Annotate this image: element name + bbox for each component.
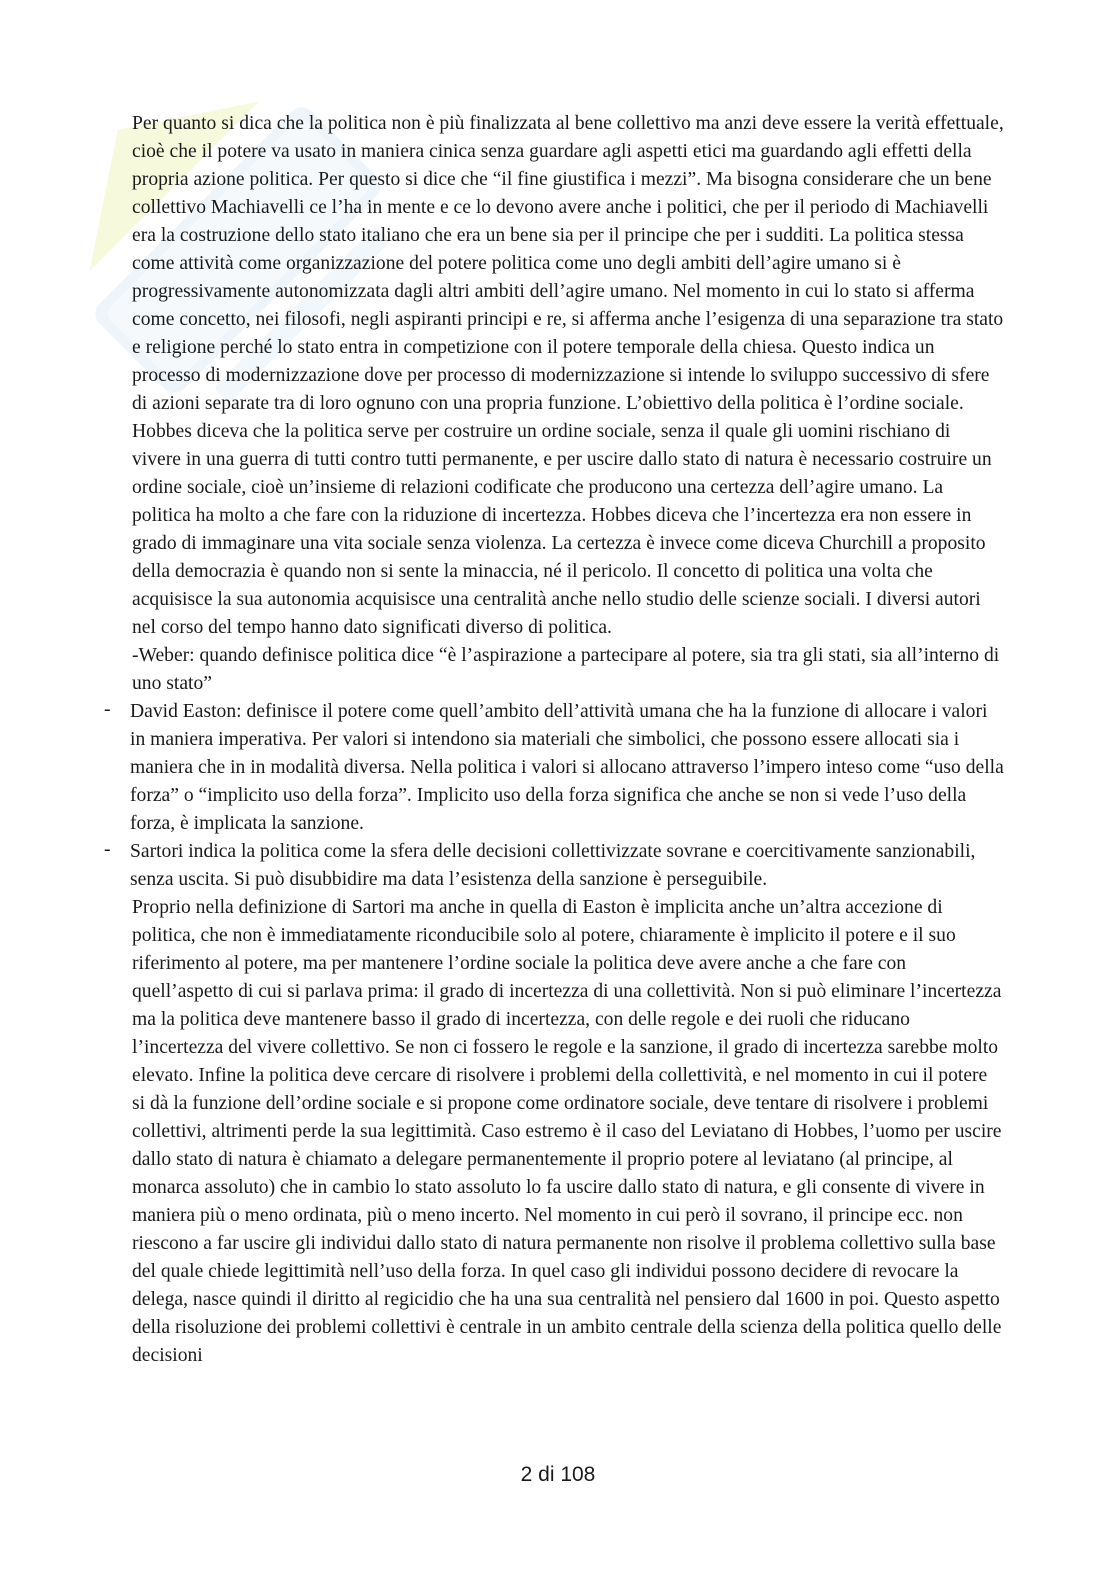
definitions-list: [104, 698, 1004, 894]
paragraph-intro: Per quanto si dica che la politica non è più finalizzata al bene collettivo ma anzi deve essere la verità effettuale, cioè che il potere va usato in maniera cinica senza guardare agli aspetti etici ma guardando agli effetti della propria azione politica. Per questo si dice che “il fine giustifica i mezzi”. Ma bisogna considerare che un bene collettivo Machiavelli ce l’ha in mente e ce lo devono avere anche i politici, che per il periodo di Machiavelli era la costruzione dello stato italiano che era un bene sia per il principe che per i sudditi. La politica stessa come attività come organizzazione del potere politica come uno degli ambiti dell’agire umano si è progressivamente autonomizzata dagli altri ambiti dell’agire umano. Nel momento in cui lo stato si afferma come concetto, nei filosofi, negli aspiranti principi e re, si afferma anche l’esigenza di una separazione tra stato e religione perché lo stato entra in competizione con il potere temporale della chiesa. Questo indica un processo di modernizzazione dove per processo di modernizzazione si intende lo sviluppo successivo di sfere di azioni separate tra di loro ognuno con una propria funzione. L’obiettivo della politica è l’ordine sociale. Hobbes diceva che la politica serve per costruire un ordine sociale, senza il quale gli uomini rischiano di vivere in una guerra di tutti contro tutti permanente, e per uscire dallo stato di natura è necessario costruire un ordine sociale, cioè un’insieme di relazioni codificate che producono una certezza dell’agire umano. La politica ha molto a che fare con la riduzione di incertezza. Hobbes diceva che l’incertezza era non essere in grado di immaginare una vita sociale senza violenza. La certezza è invece come diceva Churchill a proposito della democrazia è quando non si sente la minaccia, né il pericolo. Il concetto di politica una volta che acquisisce la sua autonomia acquisisce una centralità anche nello studio delle scienze sociali. I diversi autori nel corso del tempo hanno dato significati diverso di politica.: [132, 113, 1004, 638]
page-number: 2 di 108: [520, 1463, 596, 1486]
list-item-text: David Easton: definisce il potere come quell’ambito dell’attività umana che ha la funzione di allocare i valori in maniera imperativa. Per valori si intendono sia materiali che simbolici, che possono essere allocati sia i maniera che in in modalità diversa. Nella politica i valori si allocano attraverso l’impero inteso come “uso della forza” o “implicito uso della forza”. Implicito uso della forza significa che anche se non si vede l’uso della forza, è implicata la sanzione.: [130, 701, 1004, 834]
list-dash-marker: -: [104, 699, 111, 720]
weber-definition: -Weber: quando definisce politica dice “è l’aspirazione a partecipare al potere, sia tra gli stati, sia all’interno di uno stato”: [132, 645, 1000, 694]
document-body: [104, 110, 1004, 1370]
paragraph-sartori-easton: Proprio nella definizione di Sartori ma anche in quella di Easton è implicita anche un’altra accezione di politica, che non è immediatamente riconducibile solo al potere, chiaramente è implicito il potere e il suo riferimento al potere, ma per mantenere l’ordine sociale la politica deve avere anche a che fare con quell’aspetto di cui si parlava prima: il grado di incertezza di una collettività. Non si può eliminare l’incertezza ma la politica deve mantenere basso il grado di incertezza, con delle regole e dei ruoli che riducano l’incertezza del vivere collettivo. Se non ci fossero le regole e la sanzione, il grado di incertezza sarebbe molto elevato. Infine la politica deve cercare di risolvere i problemi della collettività, e nel momento in cui il potere si dà la funzione dell’ordine sociale e si propone come ordinatore sociale, deve tentare di risolvere i problemi collettivi, altrimenti perde la sua legittimità. Caso estremo è il caso del Leviatano di Hobbes, l’uomo per uscire dallo stato di natura è chiamato a delegare permanentemente il proprio potere al leviatano (al principe, al monarca assoluto) che in cambio lo stato assoluto lo fa uscire dallo stato di natura, e gli consente di vivere in maniera più o meno ordinata, più o meno incerto. Nel momento in cui però il sovrano, il principe ecc. non riescono a far uscire gli individui dallo stato di natura permanente non risolve il problema collettivo sulla base del quale chiede legittimità nell’uso della forza. In quel caso gli individui possono decidere di revocare la delega, nasce quindi il diritto al regicidio che ha una sua centralità nel pensiero dal 1600 in poi. Questo aspetto della risoluzione dei problemi collettivi è centrale in un ambito centrale della scienza della politica quello delle decisioni: [132, 897, 1002, 1366]
list-item-text: Sartori indica la politica come la sfera delle decisioni collettivizzate sovrane e coercitivamente sanzionabili, senza uscita. Si può disubbidire ma data l’esistenza della sanzione è perseguibile.: [130, 841, 976, 890]
list-item: [104, 698, 1004, 838]
list-item: [104, 838, 1004, 894]
list-dash-marker: -: [104, 839, 111, 860]
